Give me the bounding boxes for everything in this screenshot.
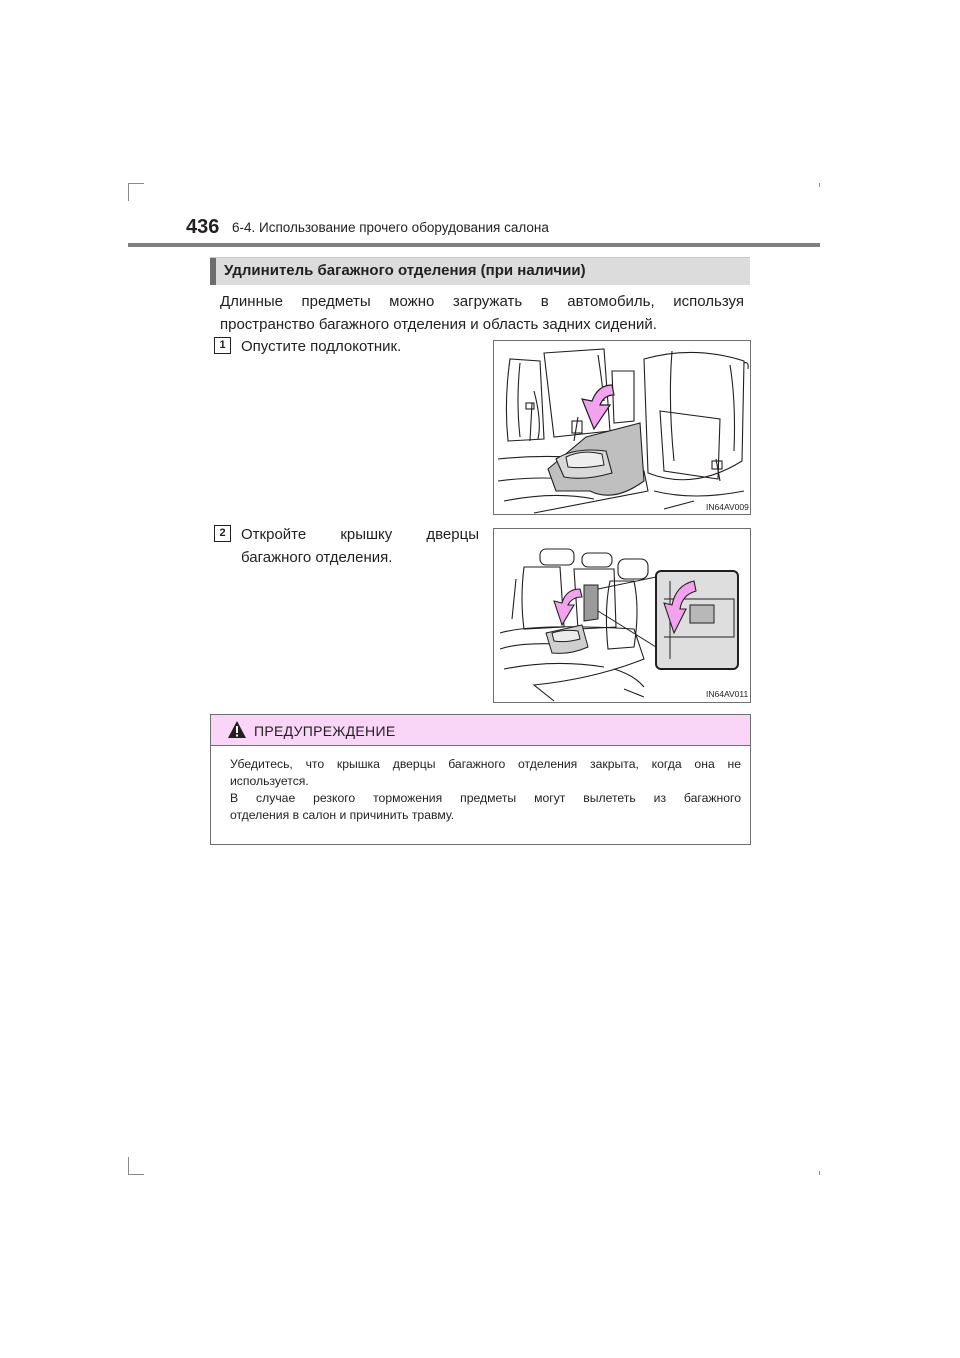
warning-triangle-icon [227,720,247,739]
intro-line-1: Длинные предметы можно загружать в автомобиль, используя [220,293,744,310]
crop-mark-top-left-v [128,183,129,201]
crop-mark-bottom-left-v [128,1157,129,1175]
step-2-badge: 2 [214,525,231,542]
warning-title: ПРЕДУПРЕЖДЕНИЕ [254,723,396,739]
crop-mark-top-right [819,183,820,187]
warning-text [230,756,741,824]
intro-paragraph [220,290,744,336]
crop-mark-top-left-h [128,183,144,184]
step-1-badge: 1 [214,337,231,354]
figure-trunk-door [493,528,751,703]
step-2-text-line-1: Откройте крышку дверцы [241,526,479,543]
warning-box [210,714,751,845]
figure-code-1: IN64AV009 [706,502,749,512]
warning-line-1: Убедитесь, что крышка дверцы багажного отделения закрыта, когда она не [230,757,741,771]
page-number: 436 [186,216,220,238]
section-heading [210,257,750,285]
chapter-title: 6-4. Использование прочего оборудования салона [232,220,549,235]
warning-line-2: используется. [230,774,309,788]
step-2-text-line-2: багажного отделения. [241,549,393,566]
warning-header [211,715,750,746]
section-title: Удлинитель багажного отделения (при наличии) [224,262,586,279]
crop-mark-bottom-left-h [128,1174,144,1175]
crop-mark-bottom-right [819,1171,820,1175]
step-1-text: Опустите подлокотник. [241,338,402,355]
trunk-door-illustration [494,529,750,702]
header-rule [128,243,820,247]
figure-armrest [493,340,751,515]
figure-code-2: IN64AV011 [706,689,749,699]
warning-line-4: отделения в салон и причинить травму. [230,808,455,822]
intro-line-2: пространство багажного отделения и область задних сидений. [220,316,657,333]
step-2-text [241,523,479,569]
armrest-illustration [494,341,750,514]
warning-line-3: В случае резкого торможения предметы могут вылететь из багажного [230,791,741,805]
section-heading-marker [210,258,216,285]
